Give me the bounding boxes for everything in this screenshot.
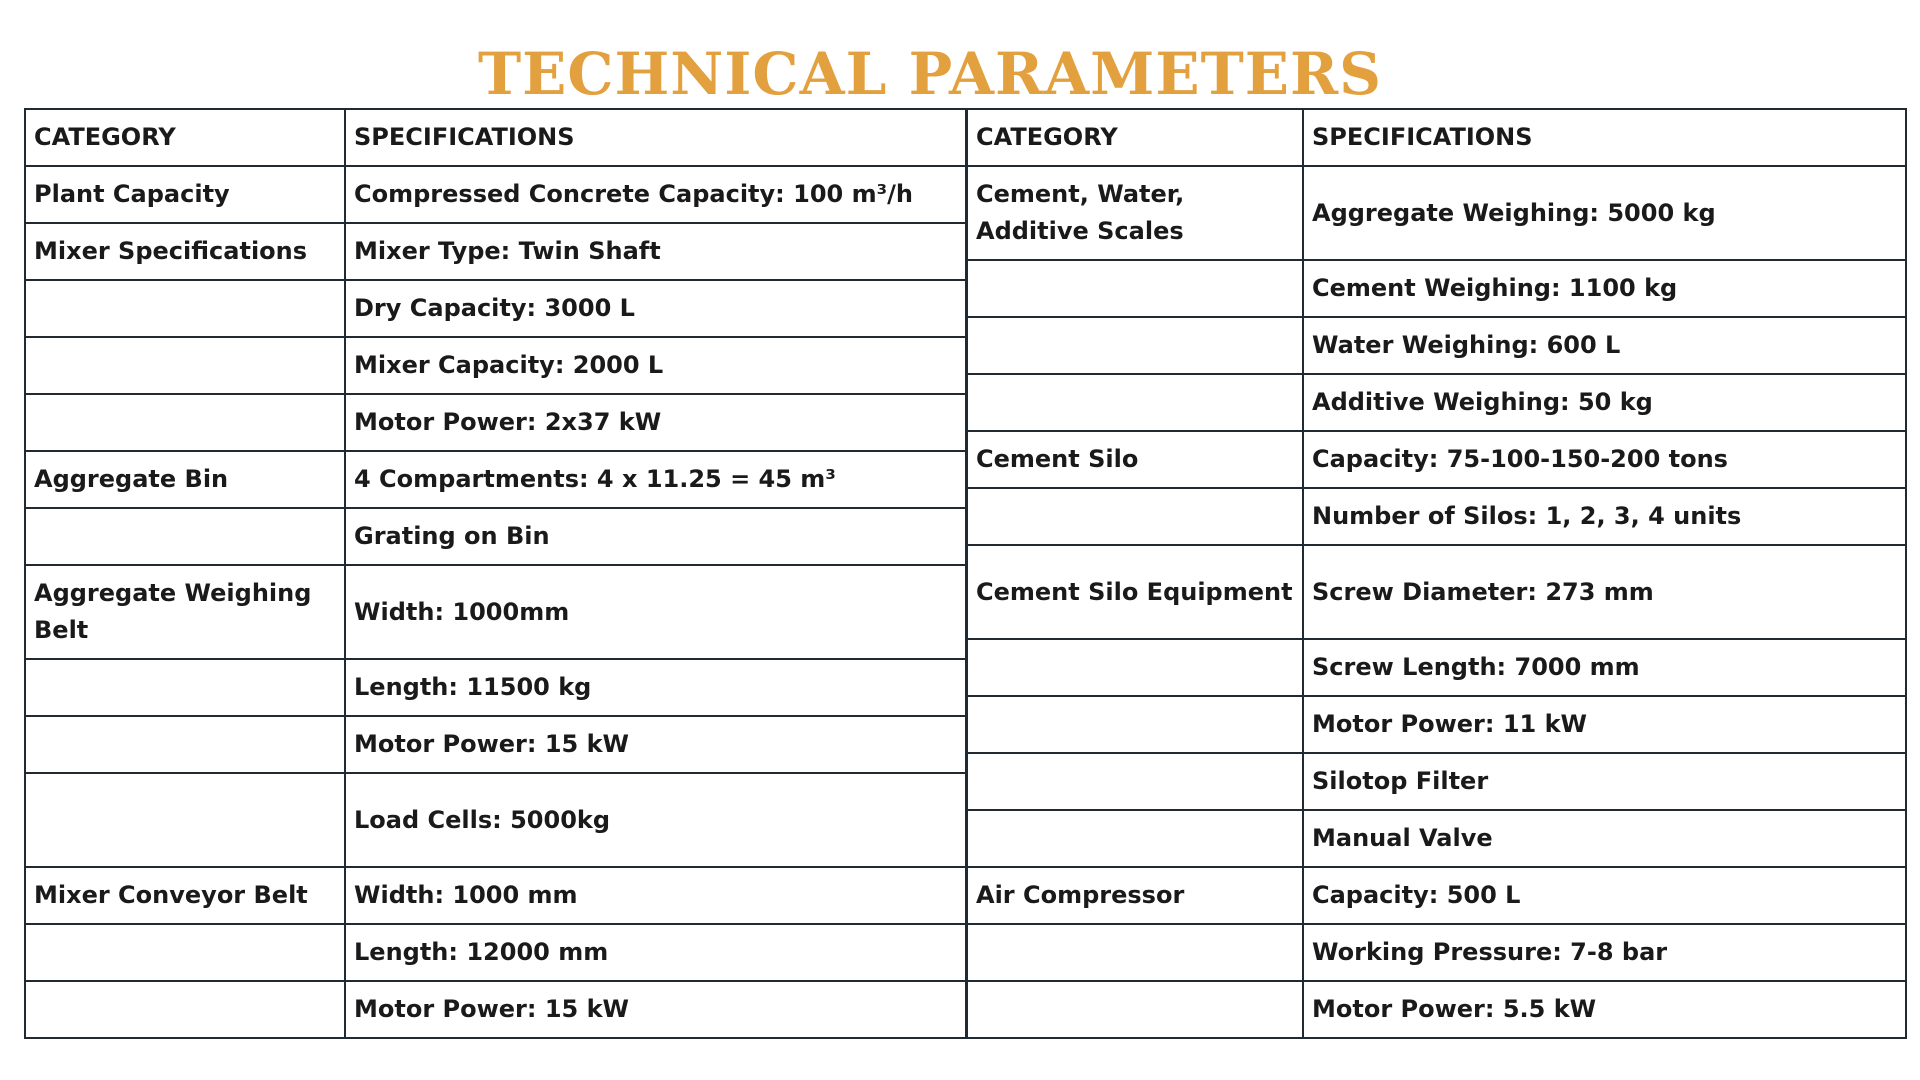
table-row <box>25 924 966 981</box>
table-row <box>25 166 966 223</box>
spec-cell: Capacity: 500 L <box>1303 867 1906 924</box>
table-row <box>25 280 966 337</box>
table-row <box>967 374 1906 431</box>
table-row <box>25 981 966 1038</box>
table-row <box>967 260 1906 317</box>
spec-cell: Motor Power: 5.5 kW <box>1303 981 1906 1038</box>
category-cell <box>25 773 345 867</box>
table-row <box>967 867 1906 924</box>
category-cell <box>25 508 345 565</box>
spec-cell: Water Weighing: 600 L <box>1303 317 1906 374</box>
table-row <box>25 508 966 565</box>
category-cell: Cement, Water, Additive Scales <box>967 166 1303 260</box>
spec-cell: 4 Compartments: 4 x 11.25 = 45 m³ <box>345 451 966 508</box>
spec-cell: Width: 1000 mm <box>345 867 966 924</box>
table-row <box>967 639 1906 696</box>
spec-cell: Aggregate Weighing: 5000 kg <box>1303 166 1906 260</box>
category-cell <box>25 924 345 981</box>
category-header: CATEGORY <box>25 109 345 166</box>
category-cell <box>967 981 1303 1038</box>
category-cell <box>967 374 1303 431</box>
table-row <box>967 753 1906 810</box>
spec-cell: Compressed Concrete Capacity: 100 m³/h <box>345 166 966 223</box>
specifications-header: SPECIFICATIONS <box>1303 109 1906 166</box>
category-cell: Cement Silo Equipment <box>967 545 1303 639</box>
table-row <box>25 394 966 451</box>
category-cell: Mixer Conveyor Belt <box>25 867 345 924</box>
category-cell <box>967 317 1303 374</box>
category-cell <box>967 924 1303 981</box>
spec-cell: Length: 11500 kg <box>345 659 966 716</box>
category-cell: Plant Capacity <box>25 166 345 223</box>
category-cell: Mixer Specifications <box>25 223 345 280</box>
category-cell <box>967 810 1303 867</box>
table-row <box>967 317 1906 374</box>
spec-cell: Capacity: 75-100-150-200 tons <box>1303 431 1906 488</box>
right-parameters-table <box>966 108 1907 1039</box>
category-cell: Air Compressor <box>967 867 1303 924</box>
table-row <box>967 488 1906 545</box>
table-row <box>25 451 966 508</box>
table-row <box>967 924 1906 981</box>
spec-cell: Mixer Capacity: 2000 L <box>345 337 966 394</box>
spec-cell: Screw Diameter: 273 mm <box>1303 545 1906 639</box>
category-cell <box>25 981 345 1038</box>
category-cell: Aggregate Bin <box>25 451 345 508</box>
spec-cell: Cement Weighing: 1100 kg <box>1303 260 1906 317</box>
table-row <box>25 867 966 924</box>
table-header-row <box>25 109 966 166</box>
category-cell <box>967 696 1303 753</box>
table-row <box>25 773 966 867</box>
table-row <box>25 565 966 659</box>
category-cell: Cement Silo <box>967 431 1303 488</box>
category-cell <box>25 659 345 716</box>
spec-cell: Manual Valve <box>1303 810 1906 867</box>
category-cell <box>967 639 1303 696</box>
category-cell <box>967 260 1303 317</box>
spec-cell: Number of Silos: 1, 2, 3, 4 units <box>1303 488 1906 545</box>
table-row <box>967 431 1906 488</box>
category-cell: Aggregate Weighing Belt <box>25 565 345 659</box>
table-row <box>967 545 1906 639</box>
table-row <box>967 981 1906 1038</box>
spec-cell: Load Cells: 5000kg <box>345 773 966 867</box>
spec-cell: Screw Length: 7000 mm <box>1303 639 1906 696</box>
spec-cell: Width: 1000mm <box>345 565 966 659</box>
spec-cell: Motor Power: 15 kW <box>345 981 966 1038</box>
category-header: CATEGORY <box>967 109 1303 166</box>
page-title: TECHNICAL PARAMETERS <box>477 40 1383 108</box>
table-header-row <box>967 109 1906 166</box>
specifications-header: SPECIFICATIONS <box>345 109 966 166</box>
table-row <box>25 716 966 773</box>
spec-cell: Silotop Filter <box>1303 753 1906 810</box>
spec-cell: Dry Capacity: 3000 L <box>345 280 966 337</box>
table-row <box>25 223 966 280</box>
spec-cell: Working Pressure: 7-8 bar <box>1303 924 1906 981</box>
spec-cell: Additive Weighing: 50 kg <box>1303 374 1906 431</box>
category-cell <box>25 280 345 337</box>
spec-cell: Mixer Type: Twin Shaft <box>345 223 966 280</box>
category-cell <box>25 337 345 394</box>
table-row <box>967 696 1906 753</box>
spec-cell: Motor Power: 2x37 kW <box>345 394 966 451</box>
spec-cell: Length: 12000 mm <box>345 924 966 981</box>
category-cell <box>25 394 345 451</box>
spec-cell: Motor Power: 11 kW <box>1303 696 1906 753</box>
spec-cell: Motor Power: 15 kW <box>345 716 966 773</box>
table-row <box>967 810 1906 867</box>
spec-cell: Grating on Bin <box>345 508 966 565</box>
table-row <box>967 166 1906 260</box>
table-row <box>25 659 966 716</box>
table-row <box>25 337 966 394</box>
left-parameters-table <box>24 108 967 1039</box>
category-cell <box>967 753 1303 810</box>
category-cell <box>967 488 1303 545</box>
category-cell <box>25 716 345 773</box>
